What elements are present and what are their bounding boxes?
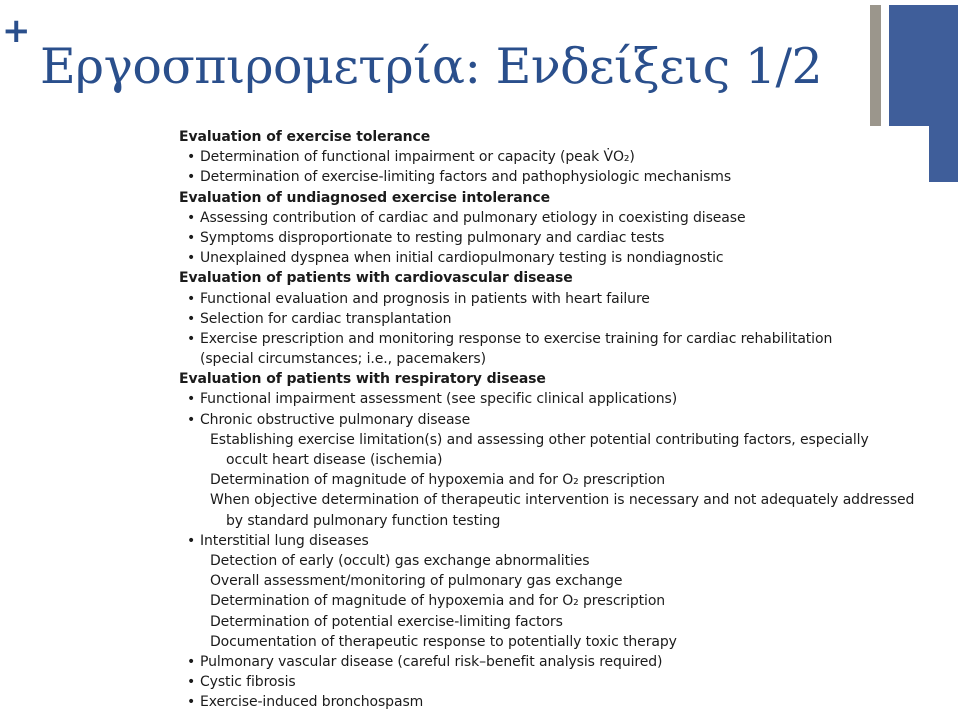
bullet-icon: • (187, 290, 196, 307)
list-item (179, 410, 939, 430)
list-item-text: Chronic obstructive pulmonary disease (200, 411, 471, 428)
list-item-continuation: (special circumstances; i.e., pacemakers) (200, 351, 486, 368)
list-item (179, 167, 939, 187)
bullet-icon: • (187, 250, 196, 267)
sub-item: Overall assessment/monitoring of pulmonary gas exchange (210, 573, 623, 590)
sub-item-continuation: occult heart disease (ischemia) (226, 452, 443, 468)
list-item (179, 228, 939, 248)
list-item-text: Functional evaluation and prognosis in patients with heart failure (200, 290, 650, 307)
decorative-blue-bar (889, 5, 958, 126)
list-item-text: Determination of functional impairment or capacity (peak V̇O₂) (200, 149, 635, 166)
list-item (179, 531, 939, 551)
sub-item: Documentation of therapeutic response to potentially toxic therapy (210, 633, 677, 650)
list-item-text: Unexplained dyspnea when initial cardiopulmonary testing is nondiagnostic (200, 250, 724, 267)
list-item-text: Determination of exercise-limiting factors and pathophysiologic mechanisms (200, 169, 732, 186)
bullet-icon: • (187, 391, 196, 408)
slide-title: Εργοσπιρομετρία: Ενδείξεις 1/2 (40, 38, 823, 95)
list-item-text: Exercise prescription and monitoring response to exercise training for cardiac rehabilitation (200, 330, 833, 347)
list-item (179, 692, 939, 712)
list-item (179, 329, 939, 349)
section-heading: Evaluation of undiagnosed exercise intolerance (179, 189, 551, 206)
sub-item: Determination of potential exercise-limiting factors (210, 613, 563, 630)
section-heading: Evaluation of patients with respiratory disease (179, 371, 546, 388)
sub-item: Determination of magnitude of hypoxemia and for O₂ prescription (210, 472, 666, 489)
bullet-icon: • (187, 229, 196, 246)
list-item (179, 652, 939, 672)
sub-item: Determination of magnitude of hypoxemia and for O₂ prescription (210, 593, 666, 610)
list-item-text: Exercise-induced bronchospasm (200, 694, 424, 711)
list-item (179, 248, 939, 268)
list-item (179, 208, 939, 228)
bullet-icon: • (187, 209, 196, 226)
decorative-gray-bar (870, 5, 881, 126)
list-item (179, 672, 939, 692)
bullet-icon: • (187, 674, 196, 691)
sub-item: When objective determination of therapeutic intervention is necessary and not adequately addressed (210, 492, 915, 509)
bullet-icon: • (187, 149, 196, 166)
sub-item: Establishing exercise limitation(s) and assessing other potential contributing factors, especially (210, 431, 869, 448)
list-item (179, 389, 939, 409)
section-heading: Evaluation of patients with cardiovascular disease (179, 270, 573, 287)
list-item-text: Symptoms disproportionate to resting pulmonary and cardiac tests (200, 229, 665, 246)
bullet-icon: • (187, 411, 196, 428)
bullet-icon: • (187, 310, 196, 327)
section-heading: Evaluation of exercise tolerance (179, 129, 431, 145)
bullet-icon: • (187, 330, 196, 347)
list-item-text: Assessing contribution of cardiac and pulmonary etiology in coexisting disease (200, 209, 746, 226)
list-item (179, 147, 939, 167)
bullet-icon: • (187, 653, 196, 670)
list-item-text: Cystic fibrosis (200, 674, 296, 691)
plus-icon: + (2, 11, 31, 51)
indications-list (179, 127, 939, 712)
list-item-text: Functional impairment assessment (see specific clinical applications) (200, 391, 678, 408)
list-item (179, 309, 939, 329)
bullet-icon: • (187, 532, 196, 549)
bullet-icon: • (187, 169, 196, 186)
list-item-text: Interstitial lung diseases (200, 532, 369, 549)
sub-item: Detection of early (occult) gas exchange abnormalities (210, 552, 590, 569)
list-item-text: Pulmonary vascular disease (careful risk–benefit analysis required) (200, 653, 663, 670)
list-item (179, 289, 939, 309)
list-item-text: Selection for cardiac transplantation (200, 310, 452, 327)
bullet-icon: • (187, 694, 196, 711)
sub-item-continuation: by standard pulmonary function testing (226, 512, 501, 529)
